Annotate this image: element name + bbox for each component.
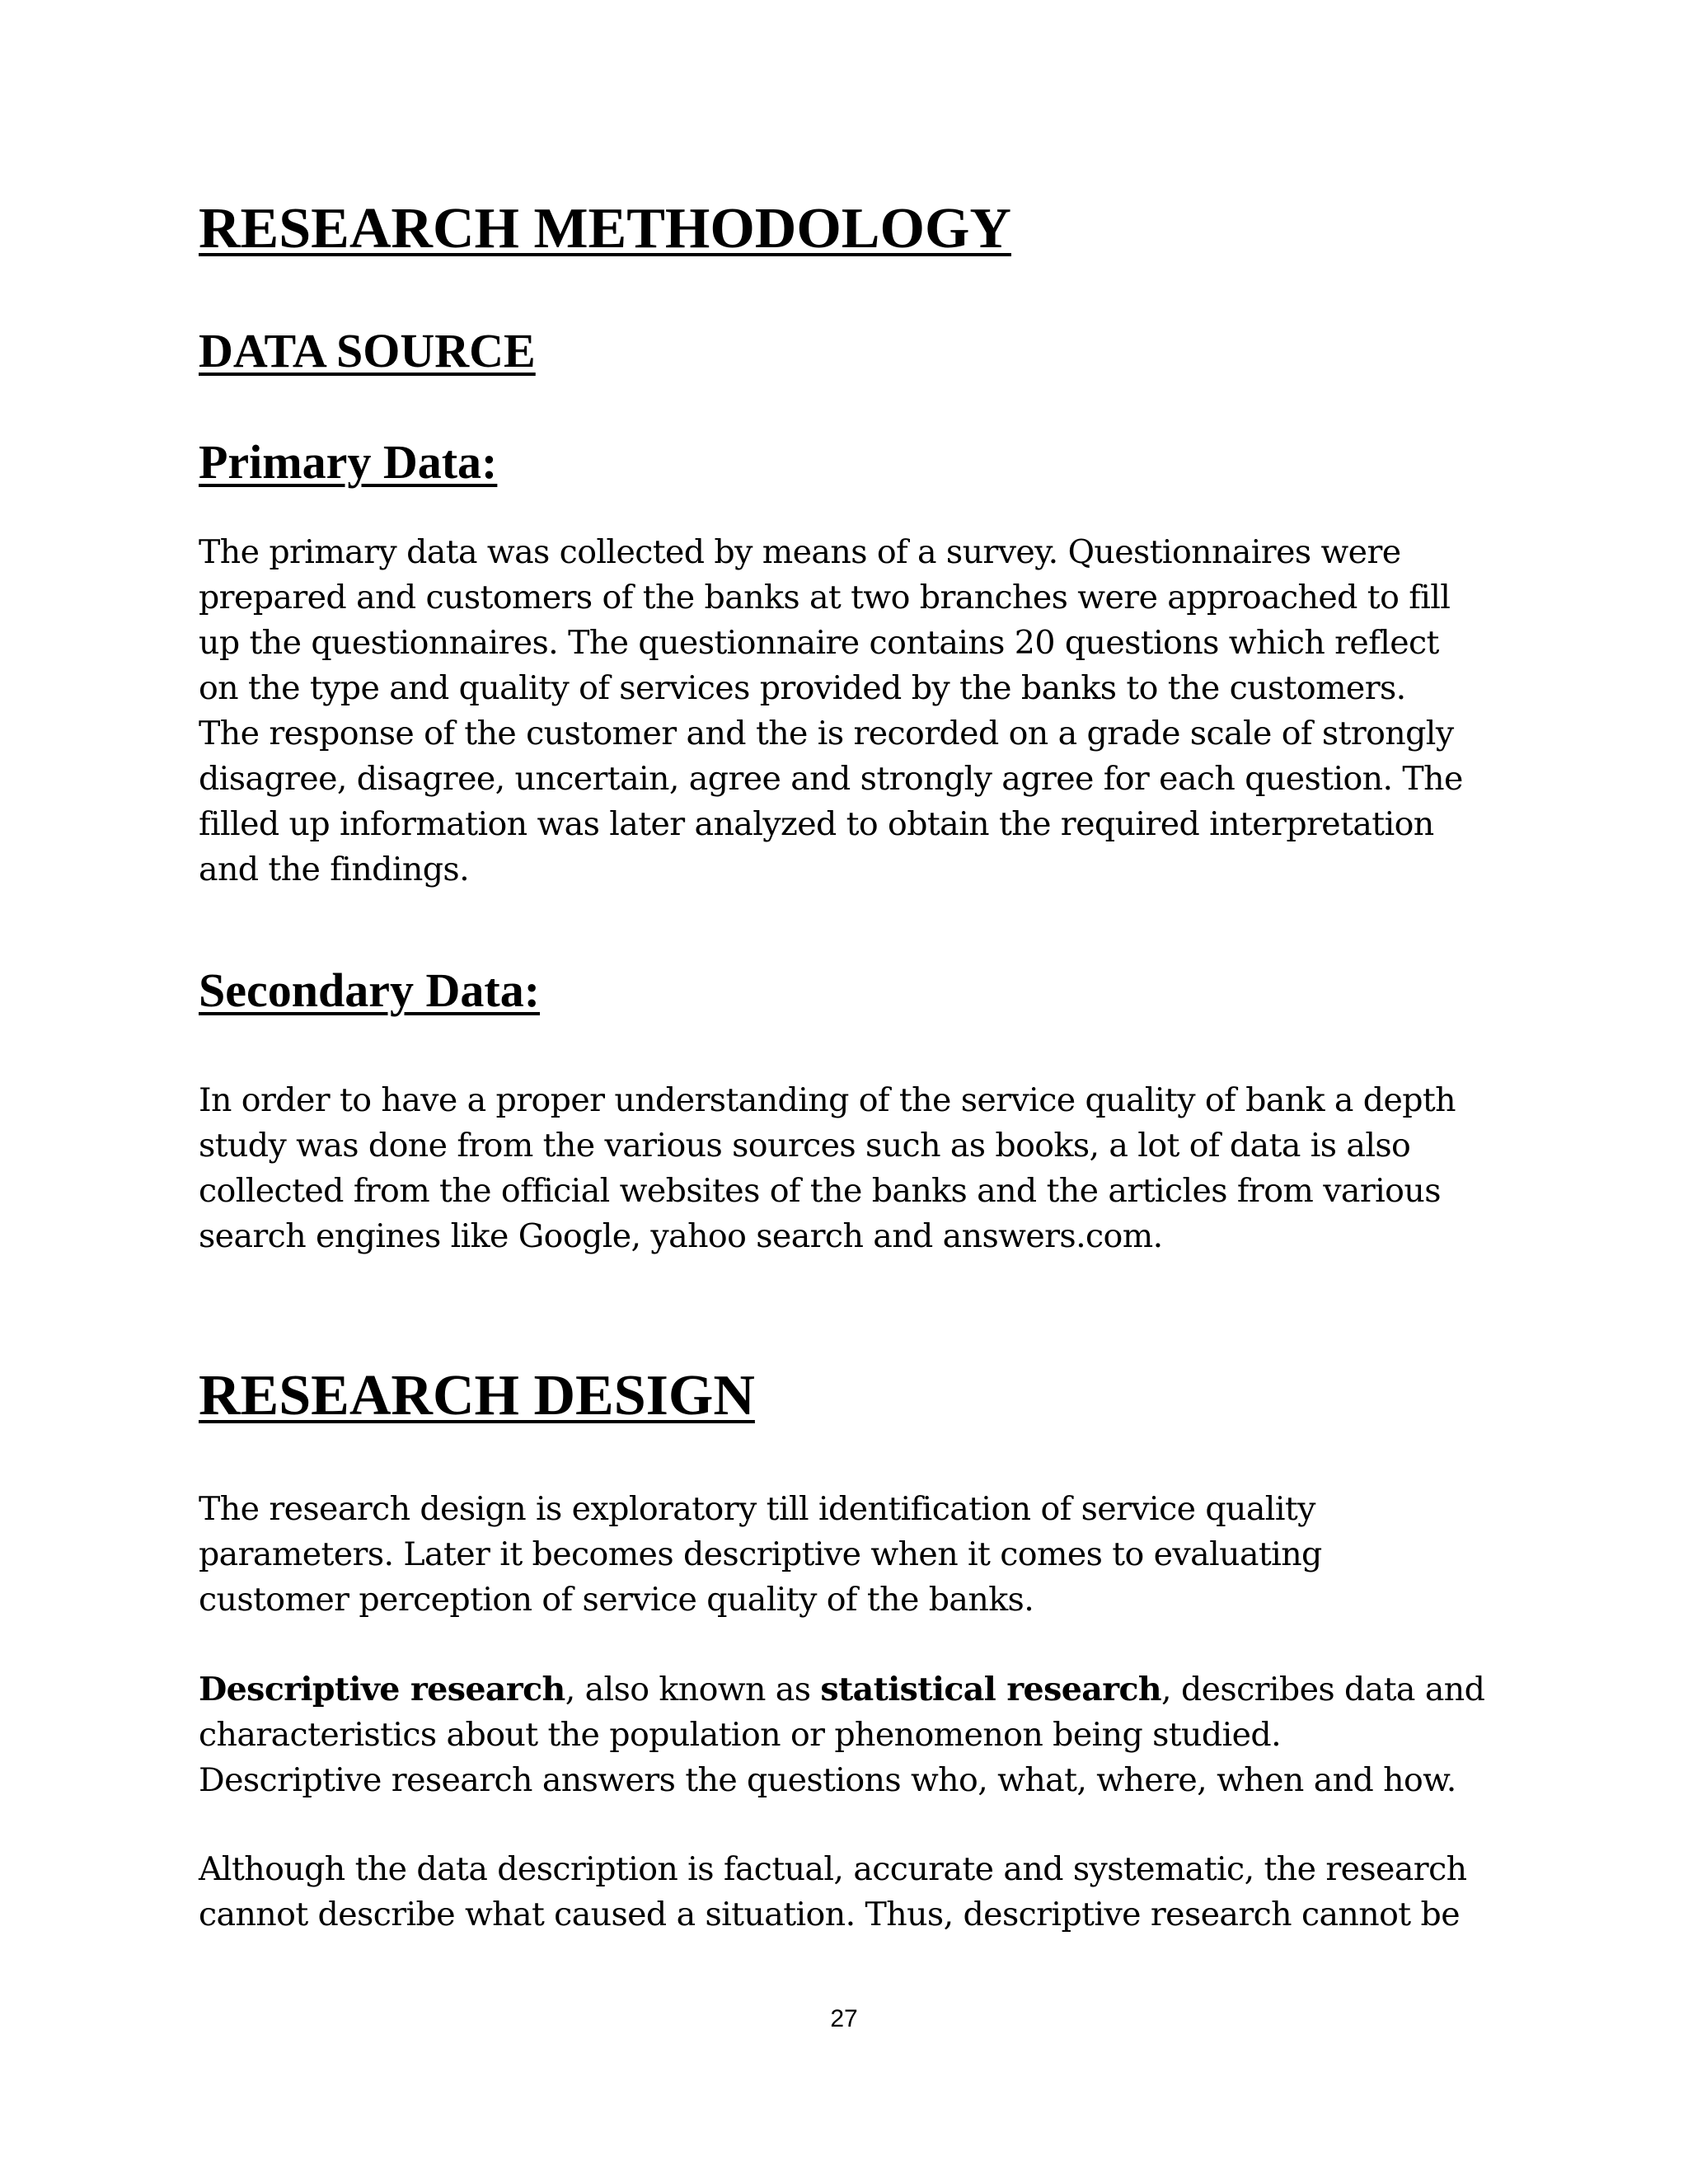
paragraph-line: The response of the customer and the is recorded on a grade scale of strongly: [199, 715, 1454, 752]
paragraph-line: disagree, disagree, uncertain, agree and strongly agree for each question. The: [199, 760, 1463, 798]
term-descriptive-research: Descriptive research: [199, 1671, 565, 1708]
research-design-paragraph: [199, 1487, 1517, 1623]
heading-research-design: RESEARCH DESIGN: [199, 1364, 755, 1427]
paragraph-line: collected from the official websites of the banks and the articles from various: [199, 1172, 1441, 1210]
inline-text: , describes data and: [1161, 1671, 1485, 1708]
paragraph-line: Although the data description is factual, accurate and systematic, the research: [199, 1850, 1467, 1888]
paragraph-line: cannot describe what caused a situation. Thus, descriptive research cannot be: [199, 1896, 1460, 1933]
paragraph-line: on the type and quality of services provided by the banks to the customers.: [199, 669, 1406, 707]
paragraph-line: The research design is exploratory till identification of service quality: [199, 1490, 1315, 1528]
although-paragraph: [199, 1847, 1517, 1938]
paragraph-line: Descriptive research answers the questions who, what, where, when and how.: [199, 1761, 1456, 1799]
inline-text: , also known as: [565, 1671, 821, 1708]
heading-data-source: DATA SOURCE: [199, 324, 536, 377]
descriptive-research-paragraph: [199, 1667, 1517, 1803]
paragraph-line: study was done from the various sources such as books, a lot of data is also: [199, 1127, 1411, 1165]
heading-primary-data: Primary Data:: [199, 435, 498, 489]
heading-research-methodology: RESEARCH METHODOLOGY: [199, 197, 1011, 260]
paragraph-line: up the questionnaires. The questionnaire contains 20 questions which reflect: [199, 624, 1439, 662]
page-number: 27: [830, 2005, 858, 2032]
paragraph-line: characteristics about the population or phenomenon being studied.: [199, 1716, 1282, 1754]
paragraph-line: filled up information was later analyzed to obtain the required interpretation: [199, 805, 1434, 843]
paragraph-line: The primary data was collected by means of a survey. Questionnaires were: [199, 533, 1401, 571]
paragraph-line: and the findings.: [199, 851, 470, 888]
paragraph-line: search engines like Google, yahoo search and answers.com.: [199, 1217, 1163, 1255]
paragraph-line: [199, 1667, 1517, 1713]
primary-data-paragraph: [199, 530, 1517, 893]
secondary-data-paragraph: [199, 1078, 1517, 1259]
term-statistical-research: statistical research: [820, 1671, 1162, 1708]
heading-secondary-data: Secondary Data:: [199, 963, 541, 1017]
paragraph-line: parameters. Later it becomes descriptive when it comes to evaluating: [199, 1535, 1322, 1573]
paragraph-line: In order to have a proper understanding of the service quality of bank a depth: [199, 1081, 1456, 1119]
paragraph-line: prepared and customers of the banks at two branches were approached to fill: [199, 579, 1451, 616]
paragraph-line: customer perception of service quality of the banks.: [199, 1581, 1034, 1619]
